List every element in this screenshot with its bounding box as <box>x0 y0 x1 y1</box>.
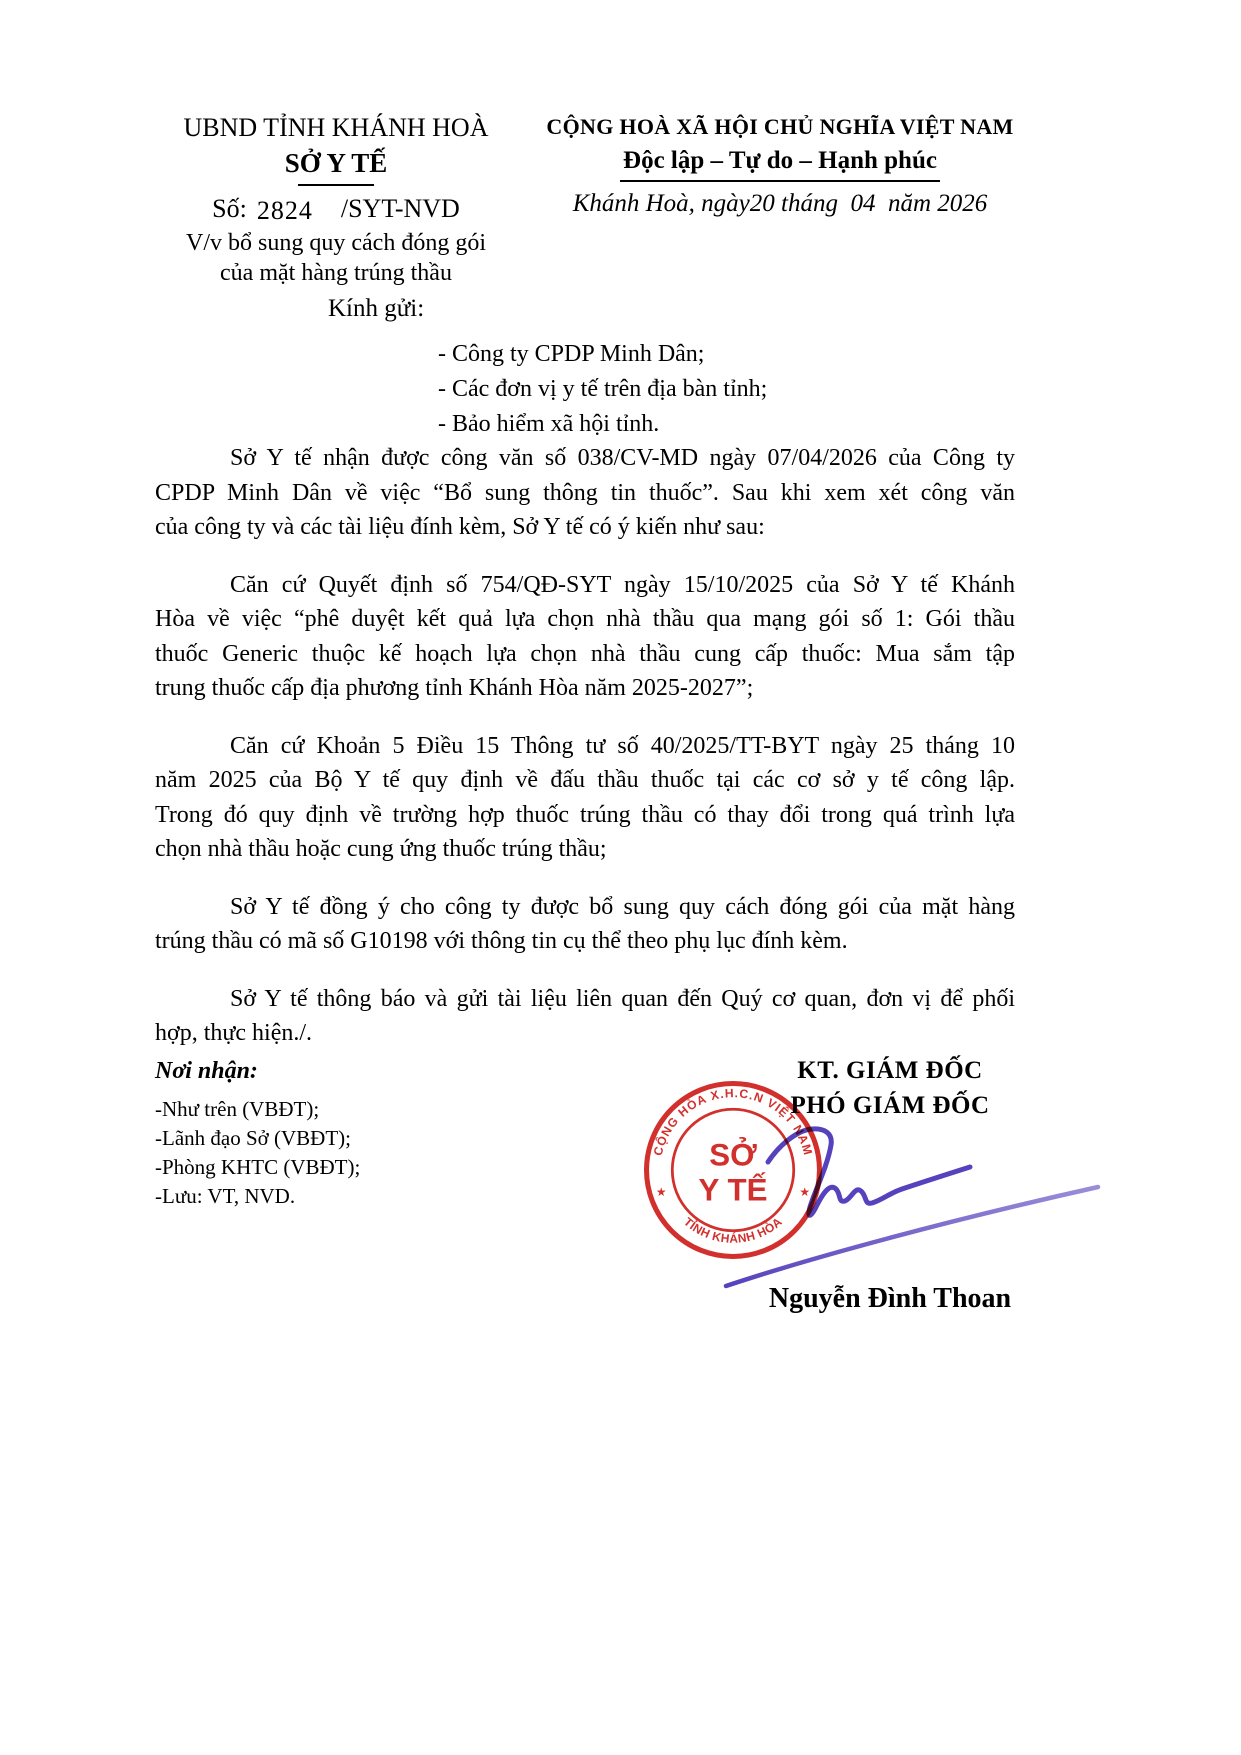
national-motto: Độc lập – Tự do – Hạnh phúc <box>545 146 1015 182</box>
stamp-star-left-icon: ★ <box>655 1184 667 1199</box>
noi-nhan-block <box>155 1056 360 1211</box>
national-header-block <box>545 112 1015 220</box>
stamp-center-line1: SỞ <box>709 1137 757 1173</box>
body-line: trúng thầu có mã số G10198 với thông tin cụ thể theo phụ lục đính kèm. <box>155 928 848 954</box>
body-paragraph <box>155 441 1015 545</box>
body-paragraph <box>155 729 1015 867</box>
stamp-center-line2: Y TẾ <box>698 1172 768 1208</box>
recipient-item: - Công ty CPDP Minh Dân; <box>438 341 705 367</box>
body-line: Sở Y tế thông báo và gửi tài liệu liên quan đến Quý cơ quan, đơn vị để phối <box>230 985 1015 1012</box>
noi-nhan-item: -Phòng KHTC (VBĐT); <box>155 1155 361 1179</box>
org-name: SỞ Y TẾ <box>284 148 388 178</box>
body-line: của công ty và các tài liệu đính kèm, Sở Y tế có ý kiến như sau: <box>155 514 765 540</box>
noi-nhan-item: -Lãnh đạo Sở (VBĐT); <box>155 1126 351 1150</box>
issuing-org-block <box>160 112 512 288</box>
national-title: CỘNG HOÀ XÃ HỘI CHỦ NGHĨA VIỆT NAM <box>546 114 1014 139</box>
letter-body <box>155 441 1015 1074</box>
signature-underline-stroke <box>726 1184 1098 1286</box>
salutation-label: Kính gửi: <box>328 295 425 322</box>
recipient-item: - Các đơn vị y tế trên địa bàn tỉnh; <box>438 376 768 402</box>
org-parent-name: UBND TỈNH KHÁNH HOÀ <box>183 113 489 142</box>
body-line: Sở Y tế nhận được công văn số 038/CV-MD ngày 07/04/2026 của Công ty <box>230 445 1015 471</box>
sign-title-1: KT. GIÁM ĐỐC <box>797 1057 983 1084</box>
so-suffix: /SYT-NVD <box>340 194 460 223</box>
body-line: năm 2025 của Bộ Y tế quy định về đấu thầu thuốc tại các cơ sở y tế công lập. <box>155 767 1015 793</box>
stamp-top-arc-text: CỘNG HÒA X.H.C.N VIỆT NAM <box>650 1086 816 1158</box>
org-name-underline <box>298 184 374 186</box>
handwritten-signature <box>700 1080 1120 1300</box>
body-paragraph <box>155 982 1015 1051</box>
body-paragraph <box>155 890 1015 959</box>
subject-line-1: V/v bổ sung quy cách đóng gói <box>186 230 486 256</box>
body-line: CPDP Minh Dân về việc “Bổ sung thông tin thuốc”. Sau khi xem xét công văn <box>155 479 1015 506</box>
stamp-star-right-icon: ★ <box>799 1184 811 1199</box>
body-line: Sở Y tế đồng ý cho công ty được bổ sung quy cách đóng gói của mặt hàng <box>230 893 1015 920</box>
body-line: thuốc Generic thuộc kế hoạch lựa chọn nhà thầu cung cấp thuốc: Mua sắm tập <box>155 640 1015 667</box>
sign-title-2: PHÓ GIÁM ĐỐC <box>790 1092 990 1119</box>
so-number: 2824 <box>256 196 313 225</box>
noi-nhan-list <box>155 1095 360 1211</box>
body-line: trung thuốc cấp địa phương tỉnh Khánh Hòa năm 2025-2027”; <box>155 675 754 701</box>
place-date-line: Khánh Hoà, ngày20 tháng 04 năm 2026 <box>572 190 988 217</box>
document-number-line <box>160 192 512 226</box>
subject-line-2: của mặt hàng trúng thầu <box>220 260 452 286</box>
so-label: Số: <box>212 194 247 223</box>
body-line: Trong đó quy định về trường hợp thuốc trúng thầu có thay đổi trong quá trình lựa <box>155 801 1015 828</box>
body-line: Hòa về việc “phê duyệt kết quả lựa chọn nhà thầu qua mạng gói số 1: Gói thầu <box>155 606 1015 632</box>
stamp-bottom-arc-text: TỈNH KHÁNH HÒA <box>681 1214 785 1246</box>
body-line: Căn cứ Quyết định số 754/QĐ-SYT ngày 15/10/2025 của Sở Y tế Khánh <box>230 571 1015 598</box>
signer-name: Nguyễn Đình Thoan <box>768 1283 1012 1314</box>
noi-nhan-label: Nơi nhận: <box>155 1058 258 1084</box>
body-paragraph <box>155 568 1015 706</box>
body-line: hợp, thực hiện./. <box>155 1020 313 1046</box>
noi-nhan-item: -Như trên (VBĐT); <box>155 1097 320 1121</box>
noi-nhan-item: -Lưu: VT, NVD. <box>155 1184 296 1208</box>
signature-main-stroke <box>768 1129 970 1215</box>
body-line: Căn cứ Khoản 5 Điều 15 Thông tư số 40/2025/TT-BYT ngày 25 tháng 10 <box>230 732 1015 759</box>
body-line: chọn nhà thầu hoặc cung ứng thuốc trúng thầu; <box>155 836 607 862</box>
recipient-list <box>438 337 767 442</box>
recipient-item: - Bảo hiểm xã hội tỉnh. <box>438 411 660 437</box>
